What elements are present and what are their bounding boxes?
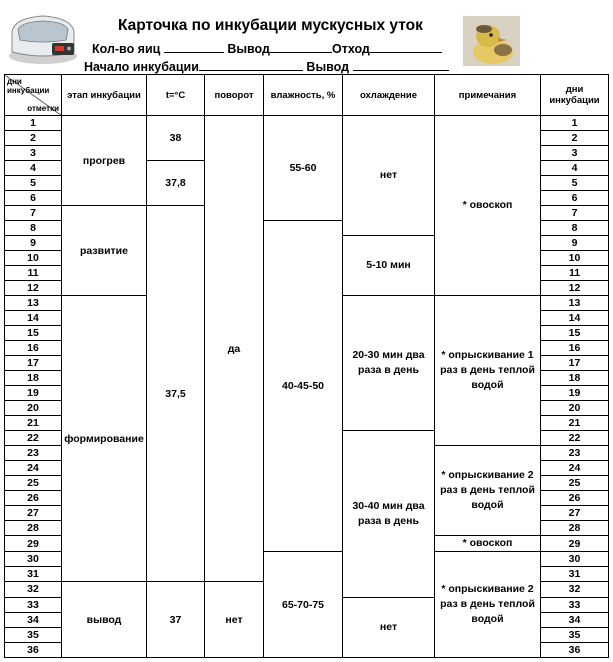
eggs-count-label: Кол-во яиц <box>92 42 161 56</box>
humidity-cell: 65-70-75 <box>264 552 343 658</box>
notes-header: примечания <box>435 75 541 116</box>
day-number-right: 29 <box>541 536 609 552</box>
note-cell: * овоскоп <box>435 536 541 552</box>
day-number-right: 33 <box>541 597 609 612</box>
day-number: 34 <box>5 612 62 627</box>
day-number-right: 20 <box>541 401 609 416</box>
day-number: 22 <box>5 431 62 446</box>
stage-header: этап инкубации <box>62 75 147 116</box>
day-number-right: 16 <box>541 341 609 356</box>
day-number-right: 10 <box>541 251 609 266</box>
day-number: 21 <box>5 416 62 431</box>
day-number-right: 36 <box>541 642 609 657</box>
incubation-table <box>4 74 609 658</box>
day-number-right: 32 <box>541 582 609 597</box>
incubator-icon <box>6 10 80 66</box>
humidity-cell: 55-60 <box>264 116 343 221</box>
day-number: 1 <box>5 116 62 131</box>
day-number: 12 <box>5 281 62 296</box>
stage-hatching: вывод <box>62 582 147 658</box>
day-number: 26 <box>5 491 62 506</box>
turning-cell: нет <box>205 582 264 658</box>
card-header <box>0 0 613 73</box>
day-number: 2 <box>5 131 62 146</box>
day-number: 14 <box>5 311 62 326</box>
day-number-right: 28 <box>541 521 609 536</box>
day-number-right: 11 <box>541 266 609 281</box>
day-number-right: 22 <box>541 431 609 446</box>
day-number: 9 <box>5 236 62 251</box>
day-number: 23 <box>5 446 62 461</box>
turning-cell: да <box>205 116 264 582</box>
day-number-right: 17 <box>541 356 609 371</box>
day-number-right: 6 <box>541 191 609 206</box>
hatch-label: Вывод <box>227 42 270 56</box>
cooling-header: охлаждение <box>343 75 435 116</box>
duckling-icon <box>463 16 520 66</box>
cooling-cell: нет <box>343 597 435 658</box>
day-row <box>5 116 609 131</box>
day-number-right: 5 <box>541 176 609 191</box>
day-number-right: 23 <box>541 446 609 461</box>
day-number-right: 13 <box>541 296 609 311</box>
day-number: 32 <box>5 582 62 597</box>
day-number-right: 26 <box>541 491 609 506</box>
day-number: 5 <box>5 176 62 191</box>
waste-field[interactable] <box>370 41 442 53</box>
day-number: 13 <box>5 296 62 311</box>
day-number-right: 14 <box>541 311 609 326</box>
stage-warming: прогрев <box>62 116 147 206</box>
day-number: 6 <box>5 191 62 206</box>
stage-development: развитие <box>62 206 147 296</box>
day-number-right: 2 <box>541 131 609 146</box>
day-number: 30 <box>5 552 62 567</box>
temperature-cell: 37,5 <box>147 206 205 582</box>
humidity-header: влажность, % <box>264 75 343 116</box>
cooling-cell: 30-40 мин два раза в день <box>343 431 435 597</box>
temperature-cell: 38 <box>147 116 205 161</box>
day-number-right: 8 <box>541 221 609 236</box>
day-number: 24 <box>5 461 62 476</box>
day-number-right: 35 <box>541 627 609 642</box>
day-number-right: 31 <box>541 567 609 582</box>
day-number-right: 30 <box>541 552 609 567</box>
day-number: 3 <box>5 146 62 161</box>
waste-label: Отход <box>331 42 370 56</box>
day-number-right: 9 <box>541 236 609 251</box>
day-number: 18 <box>5 371 62 386</box>
note-cell: * опрыскивание 2 раз в день теплой водой <box>435 446 541 536</box>
days-right-header: дни инкубации <box>541 75 609 116</box>
day-number: 28 <box>5 521 62 536</box>
hatch-label-2: Вывод <box>306 60 350 74</box>
stage-formation: формирование <box>62 296 147 582</box>
day-number-right: 18 <box>541 371 609 386</box>
day-number: 8 <box>5 221 62 236</box>
hatch-field-2[interactable] <box>353 59 449 71</box>
card-title: Карточка по инкубации мускусных уток <box>118 17 423 34</box>
day-number: 25 <box>5 476 62 491</box>
day-number-right: 7 <box>541 206 609 221</box>
header-line-2 <box>84 59 449 74</box>
day-number: 27 <box>5 506 62 521</box>
day-number-right: 3 <box>541 146 609 161</box>
note-cell: * овоскоп <box>435 116 541 296</box>
cooling-cell: нет <box>343 116 435 236</box>
day-number-right: 25 <box>541 476 609 491</box>
day-number-right: 21 <box>541 416 609 431</box>
day-number: 4 <box>5 161 62 176</box>
note-cell: * опрыскивание 2 раз в день теплой водой <box>435 552 541 658</box>
hatch-field[interactable] <box>270 41 332 53</box>
day-number: 11 <box>5 266 62 281</box>
day-number-right: 24 <box>541 461 609 476</box>
day-number: 29 <box>5 536 62 552</box>
humidity-cell: 40-45-50 <box>264 221 343 552</box>
day-number-right: 12 <box>541 281 609 296</box>
day-number-right: 15 <box>541 326 609 341</box>
day-number: 7 <box>5 206 62 221</box>
day-number-right: 27 <box>541 506 609 521</box>
turning-header: поворот <box>205 75 264 116</box>
cooling-cell: 20-30 мин два раза в день <box>343 296 435 431</box>
eggs-count-field[interactable] <box>164 41 224 53</box>
day-number-right: 34 <box>541 612 609 627</box>
header-line-1 <box>92 41 442 56</box>
day-number: 31 <box>5 567 62 582</box>
temperature-cell: 37,8 <box>147 161 205 206</box>
day-number: 19 <box>5 386 62 401</box>
start-label: Начало инкубации <box>84 60 199 74</box>
day-number-right: 1 <box>541 116 609 131</box>
day-number: 33 <box>5 597 62 612</box>
day-number: 36 <box>5 642 62 657</box>
start-field[interactable] <box>199 59 303 71</box>
temperature-cell: 37 <box>147 582 205 658</box>
day-number: 20 <box>5 401 62 416</box>
day-number: 17 <box>5 356 62 371</box>
days-marks-header: дни инкубации отметки <box>5 75 62 116</box>
day-number: 15 <box>5 326 62 341</box>
day-number: 35 <box>5 627 62 642</box>
day-number-right: 19 <box>541 386 609 401</box>
day-number: 10 <box>5 251 62 266</box>
day-number: 16 <box>5 341 62 356</box>
day-number-right: 4 <box>541 161 609 176</box>
cooling-cell: 5-10 мин <box>343 236 435 296</box>
temp-header: t=°C <box>147 75 205 116</box>
note-cell: * опрыскивание 1 раз в день теплой водой <box>435 296 541 446</box>
